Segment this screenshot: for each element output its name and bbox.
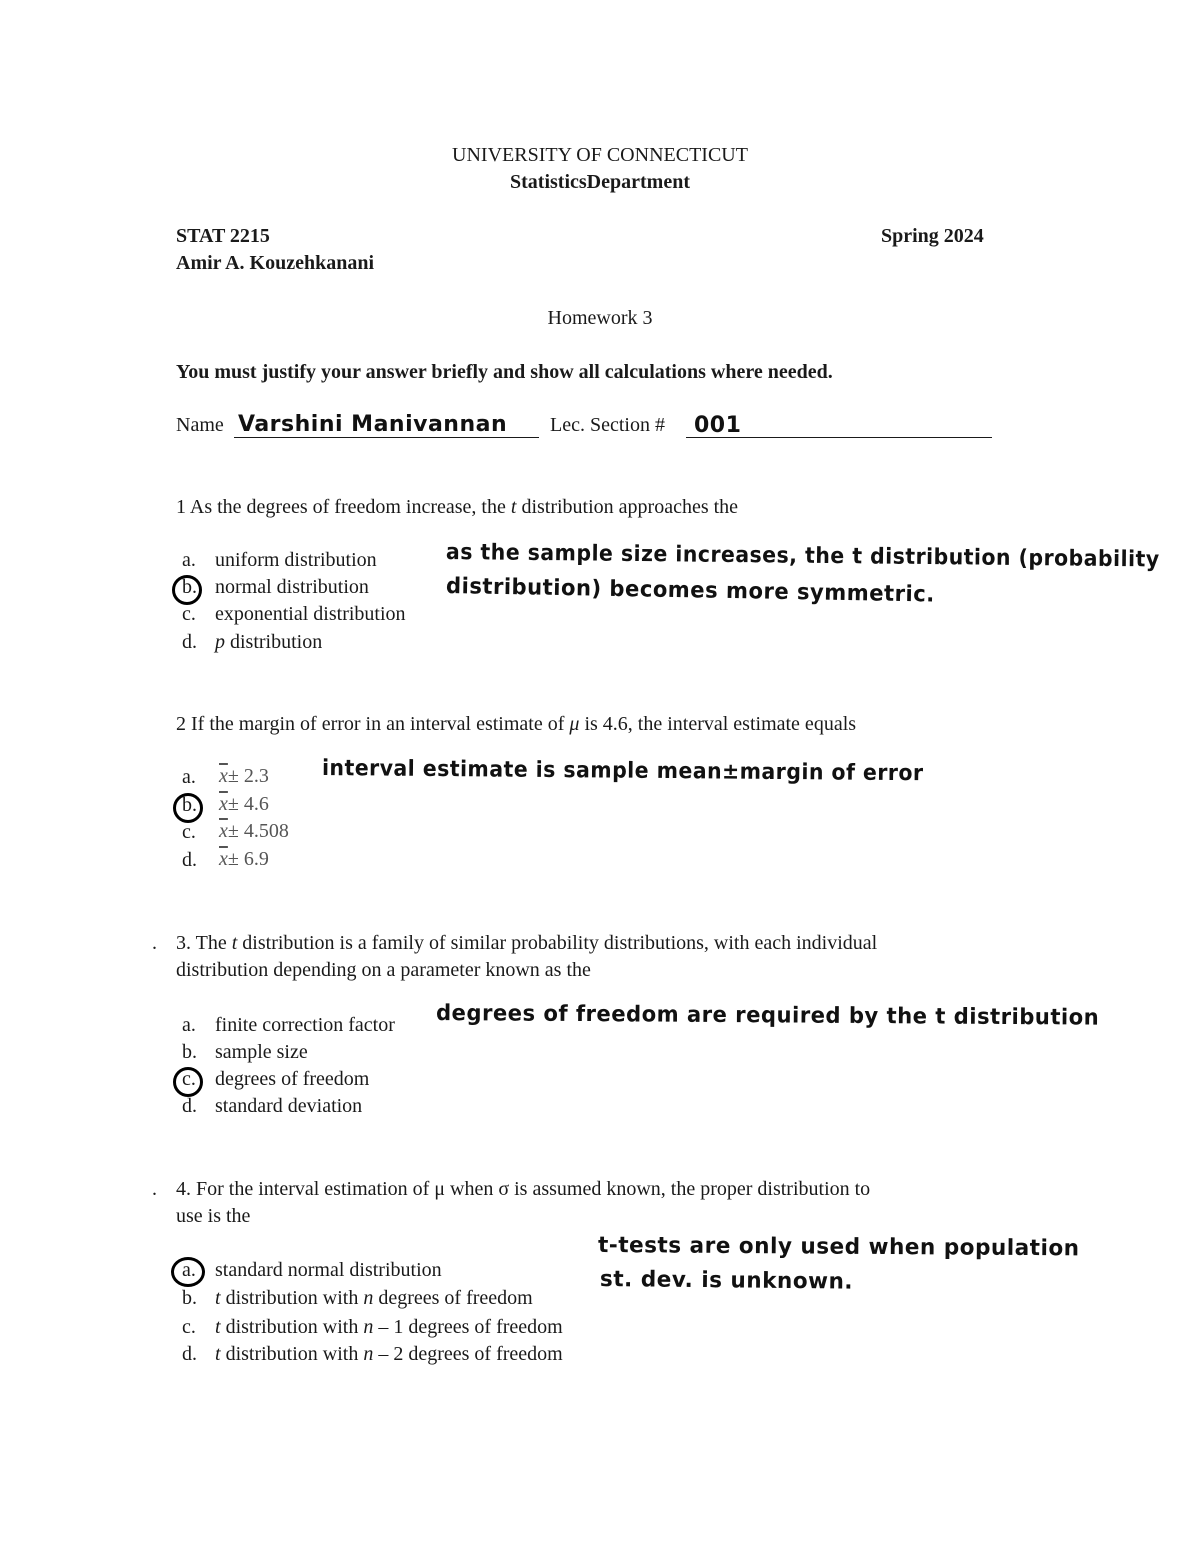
option-text: t distribution with n degrees of freedom bbox=[215, 1287, 533, 1309]
option-letter: b. bbox=[182, 1041, 197, 1063]
question-4-text-line1: 4. For the interval estimation of μ when σ is assumed known, the proper distribution to bbox=[176, 1178, 871, 1200]
option-text: normal distribution bbox=[215, 576, 369, 598]
term: Spring 2024 bbox=[881, 225, 984, 247]
instructor-name: Amir A. Kouzehkanani bbox=[176, 252, 374, 274]
option-text: $\overline{x}\pm 2.3$ bbox=[219, 765, 269, 787]
option-text: t distribution with n – 1 degrees of freedom bbox=[215, 1316, 563, 1338]
handwritten-answer-4-line2: st. dev. is unknown. bbox=[599, 1267, 854, 1295]
option-letter: a. bbox=[182, 766, 196, 788]
question-4-text-line2: use is the bbox=[176, 1205, 251, 1227]
option-letter: a. bbox=[182, 1259, 196, 1281]
option-text: t distribution with n – 2 degrees of freedom bbox=[215, 1343, 563, 1365]
question-1-text: 1 As the degrees of freedom increase, the t distribution approaches the bbox=[176, 496, 739, 518]
handwritten-answer-3: degrees of freedom are required by the t distribution bbox=[435, 1001, 1100, 1031]
handwritten-answer-1-line2: distribution) becomes more symmetric. bbox=[445, 574, 935, 608]
option-letter: c. bbox=[182, 821, 196, 843]
option-letter: d. bbox=[182, 631, 197, 653]
option-letter: c. bbox=[182, 603, 196, 625]
section-number[interactable]: 001 bbox=[694, 413, 742, 438]
question-3-text-line1: 3. The t distribution is a family of similar probability distributions, with each individual bbox=[176, 932, 878, 954]
answer-circle bbox=[171, 1257, 205, 1287]
option-text: standard deviation bbox=[215, 1095, 363, 1117]
option-text: $\overline{x}\pm 4.508$ bbox=[219, 820, 289, 842]
answer-circle bbox=[173, 793, 203, 823]
option-letter: b. bbox=[182, 1287, 197, 1309]
handwritten-answer-4-line1: t-tests are only used when population bbox=[597, 1233, 1080, 1262]
university-name: UNIVERSITY OF CONNECTICUT bbox=[452, 144, 748, 166]
handwritten-answer-1-line1: as the sample size increases, the t distribution (probability bbox=[445, 540, 1160, 573]
homework-title: Homework 3 bbox=[547, 307, 653, 329]
option-letter: d. bbox=[182, 1095, 197, 1117]
answer-circle bbox=[173, 1067, 203, 1097]
name-label: Name bbox=[176, 414, 224, 436]
handwritten-answer-2: interval estimate is sample mean±margin of error bbox=[321, 756, 924, 787]
option-text: sample size bbox=[215, 1041, 308, 1063]
option-text: degrees of freedom bbox=[215, 1068, 370, 1090]
name-underline bbox=[234, 437, 539, 438]
option-letter: a. bbox=[182, 549, 196, 571]
option-letter: b. bbox=[182, 794, 197, 816]
student-name[interactable]: Varshini Manivannan bbox=[238, 412, 508, 437]
option-text: $\overline{x}\pm 4.6$ bbox=[219, 793, 269, 815]
option-letter: d. bbox=[182, 1343, 197, 1365]
option-text: finite correction factor bbox=[215, 1014, 395, 1036]
answer-circle bbox=[172, 575, 202, 605]
option-letter: d. bbox=[182, 849, 197, 871]
option-letter: c. bbox=[182, 1068, 196, 1090]
question-4-bullet: . bbox=[152, 1178, 157, 1200]
option-text: uniform distribution bbox=[215, 549, 377, 571]
question-2-text: 2 If the margin of error in an interval estimate of μ is 4.6, the interval estimate equals bbox=[176, 713, 857, 735]
option-text: exponential distribution bbox=[215, 603, 406, 625]
question-3-bullet: . bbox=[152, 932, 157, 954]
option-letter: b. bbox=[182, 576, 197, 598]
option-letter: a. bbox=[182, 1014, 196, 1036]
option-text: $\overline{x}\pm 6.9$ bbox=[219, 848, 269, 870]
department-name: StatisticsDepartment bbox=[510, 171, 690, 193]
option-letter: c. bbox=[182, 1316, 196, 1338]
instructions: You must justify your answer briefly and show all calculations where needed. bbox=[176, 361, 833, 383]
course-code: STAT 2215 bbox=[176, 225, 270, 247]
section-label: Lec. Section # bbox=[550, 414, 665, 436]
option-text: standard normal distribution bbox=[215, 1259, 442, 1281]
option-text: p distribution bbox=[215, 631, 323, 653]
question-3-text-line2: distribution depending on a parameter known as the bbox=[176, 959, 591, 981]
